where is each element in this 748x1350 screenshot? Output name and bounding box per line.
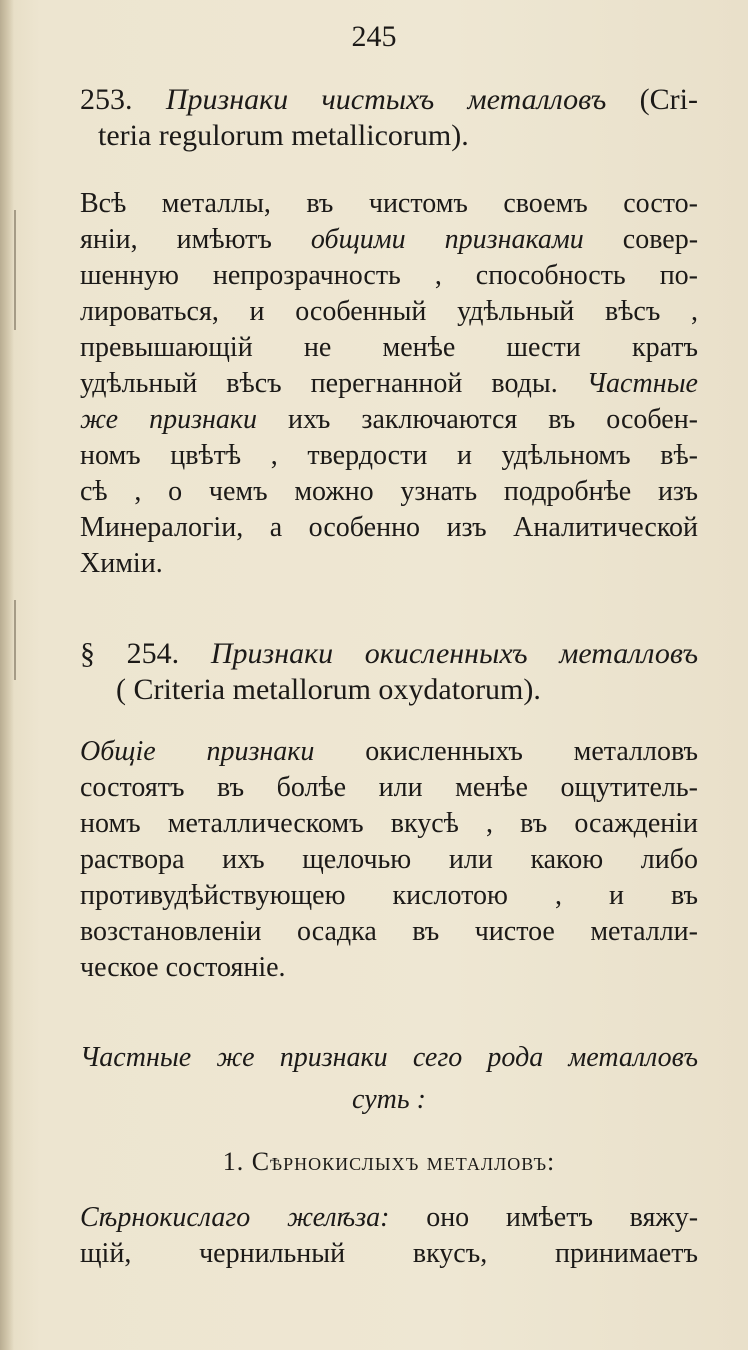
- paragraph-2: [80, 734, 698, 986]
- text-line: сѣ , о чемъ можно узнать подробнѣе изъ: [80, 476, 698, 507]
- text-line: раствора ихъ щелочью или какою либо: [80, 844, 698, 875]
- text-line: номъ цвѣтѣ , твердости и удѣльномъ вѣ-: [80, 440, 698, 471]
- text-line: яніи, имѣютъ общими признаками совер-: [80, 224, 699, 255]
- margin-mark: [14, 600, 16, 680]
- text-line: Общіе признаки окисленныхъ металловъ: [80, 736, 698, 767]
- text-line: Минералогіи, а особенно изъ Аналитической: [80, 512, 698, 543]
- text-line: Частные же признаки сего рода металловъ: [80, 1042, 698, 1073]
- text-line: Химіи.: [80, 548, 163, 579]
- paragraph-4: [80, 1200, 698, 1272]
- section-title-latin: ( Criteria metallorum oxydatorum).: [116, 673, 541, 706]
- section-title-italic: Признаки окисленныхъ: [210, 637, 528, 670]
- text-line: превышающій не менѣе шести кратъ: [80, 332, 698, 363]
- paragraph-1: [80, 186, 698, 582]
- text-line: щій, чернильный вкусъ, принимаетъ: [80, 1238, 698, 1269]
- section-title-italic: металловъ: [559, 637, 699, 670]
- text-line: противудѣйствующею кислотою , и въ: [80, 880, 698, 911]
- subsection-1: [80, 1144, 698, 1180]
- binding-shadow: [0, 0, 14, 1350]
- text-line: состоятъ въ болѣе или менѣе ощутитель-: [80, 772, 698, 803]
- section-title-latin-end: teria regulorum metallicorum).: [98, 119, 469, 152]
- text-line: шенную непрозрачность , способность по-: [80, 260, 698, 291]
- text-line: Сѣрнокислаго желѣза: оно имѣетъ вяжу-: [80, 1202, 699, 1233]
- text-line: ческое состояніе.: [80, 952, 286, 983]
- page-number: 245: [351, 20, 397, 53]
- margin-mark: [14, 210, 16, 330]
- text-line: лироваться, и особенный удѣльный вѣсъ ,: [80, 296, 698, 327]
- section-number: § 254.: [80, 637, 180, 670]
- text-line: удѣльный вѣсъ перегнанной воды. Частные: [80, 368, 698, 399]
- text-line: Всѣ металлы, въ чистомъ своемъ состо-: [80, 188, 698, 219]
- section-title-italic: Признаки чистыхъ металловъ: [165, 83, 607, 116]
- text-line: номъ металлическомъ вкусѣ , въ осажденіи: [80, 808, 698, 839]
- paragraph-3: [80, 1040, 698, 1118]
- subsection-label: 1. Сѣрнокислыхъ металловъ:: [222, 1147, 556, 1176]
- section-title-latin-start: (Cri-: [639, 83, 698, 116]
- text-line: же признаки ихъ заключаются въ особен-: [80, 404, 699, 435]
- section-253-heading: [80, 82, 698, 154]
- text-line: суть :: [352, 1084, 426, 1115]
- section-number: 253.: [80, 83, 133, 116]
- section-254-heading: [80, 636, 698, 708]
- text-line: возстановленіи осадка въ чистое металли-: [80, 916, 698, 947]
